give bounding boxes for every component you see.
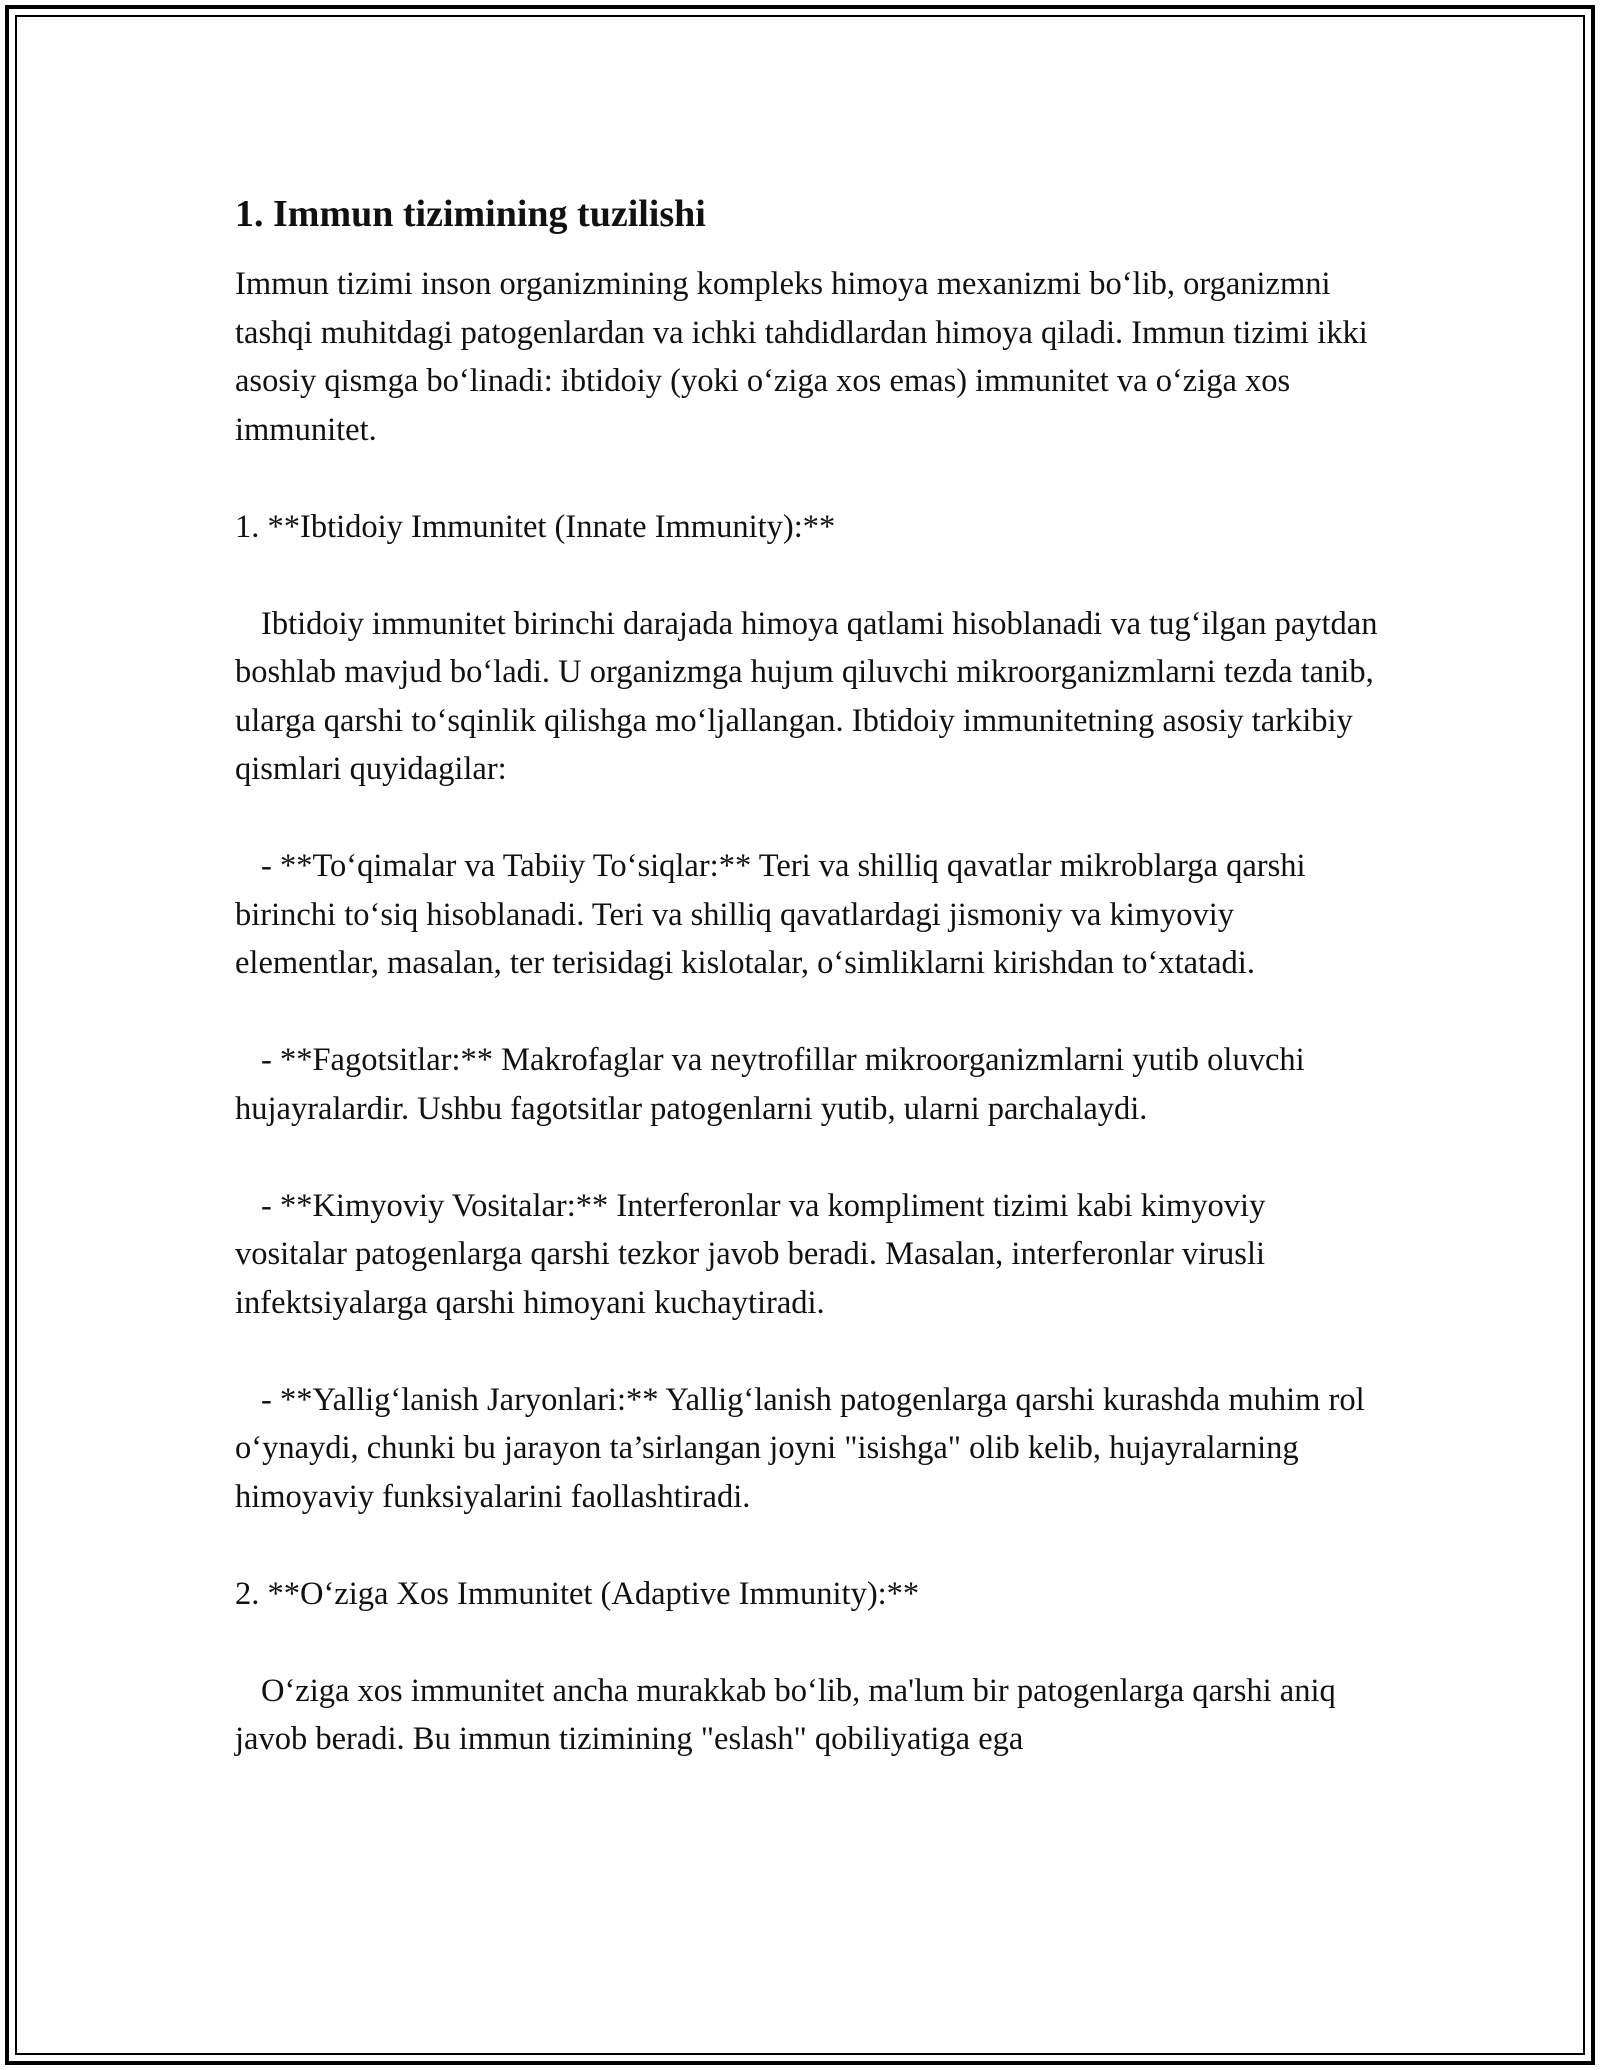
- intro-paragraph: Immun tizimi inson organizmining kompleks himoya mexanizmi bo‘lib, organizmni tashqi muhitdagi patogenlardan va ichki tahdidlardan himoya qiladi. Immun tizimi ikki asosiy qismga bo‘linadi: ibtidoiy (yoki o‘ziga xos emas) immunitet va o‘ziga xos immunitet.: [235, 266, 1376, 448]
- document-body: [235, 190, 1385, 1812]
- bullet-chemical-agents: - **Kimyoviy Vositalar:** Interferonlar va kompliment tizimi kabi kimyoviy vositalar patogenlarga qarshi tezkor javob beradi. Masalan, interferonlar virusli infektsiyalarga qarshi himoyani kuchaytiradi.: [235, 1187, 1274, 1321]
- section-heading: 1. Immun tizimining tuzilishi: [235, 193, 706, 235]
- innate-immunity-title: 1. **Ibtidoiy Immunitet (Innate Immunity):**: [235, 508, 836, 545]
- innate-immunity-paragraph: Ibtidoiy immunitet birinchi darajada himoya qatlami hisoblanadi va tug‘ilgan paytdan boshlab mavjud bo‘ladi. U organizmga hujum qiluvchi mikroorganizmlarni tezda tanib, ularga qarshi to‘sqinlik qilishga mo‘ljallangan. Ibtidoiy immunitetning asosiy tarkibiy qismlari quyidagilar:: [235, 605, 1386, 787]
- bullet-natural-barriers: - **To‘qimalar va Tabiiy To‘siqlar:** Teri va shilliq qavatlar mikroblarga qarshi birinchi to‘siq hisoblanadi. Teri va shilliq qavatlardagi jismoniy va kimyoviy elementlar, masalan, ter terisidagi kislotalar, o‘simliklarni kirishdan to‘xtatadi.: [235, 848, 1314, 981]
- adaptive-immunity-title: 2. **O‘ziga Xos Immunitet (Adaptive Immunity):**: [235, 1575, 920, 1612]
- bullet-phagocytes: - **Fagotsitlar:** Makrofaglar va neytrofillar mikroorganizmlarni yutib oluvchi hujayralardir. Ushbu fagotsitlar patogenlarni yutib, ularni parchalaydi.: [235, 1042, 1313, 1127]
- bullet-inflammation: - **Yallig‘lanish Jaryonlari:** Yallig‘lanish patogenlarga qarshi kurashda muhim rol o‘ynaydi, chunki bu jarayon ta’sirlangan joyni "isishga" olib kelib, hujayralarning himoyaviy funksiyalarini faollashtiradi.: [235, 1381, 1373, 1515]
- adaptive-immunity-paragraph: O‘ziga xos immunitet ancha murakkab bo‘lib, ma'lum bir patogenlarga qarshi aniq javob beradi. Bu immun tizimining "eslash" qobiliyatiga ega: [235, 1672, 1344, 1757]
